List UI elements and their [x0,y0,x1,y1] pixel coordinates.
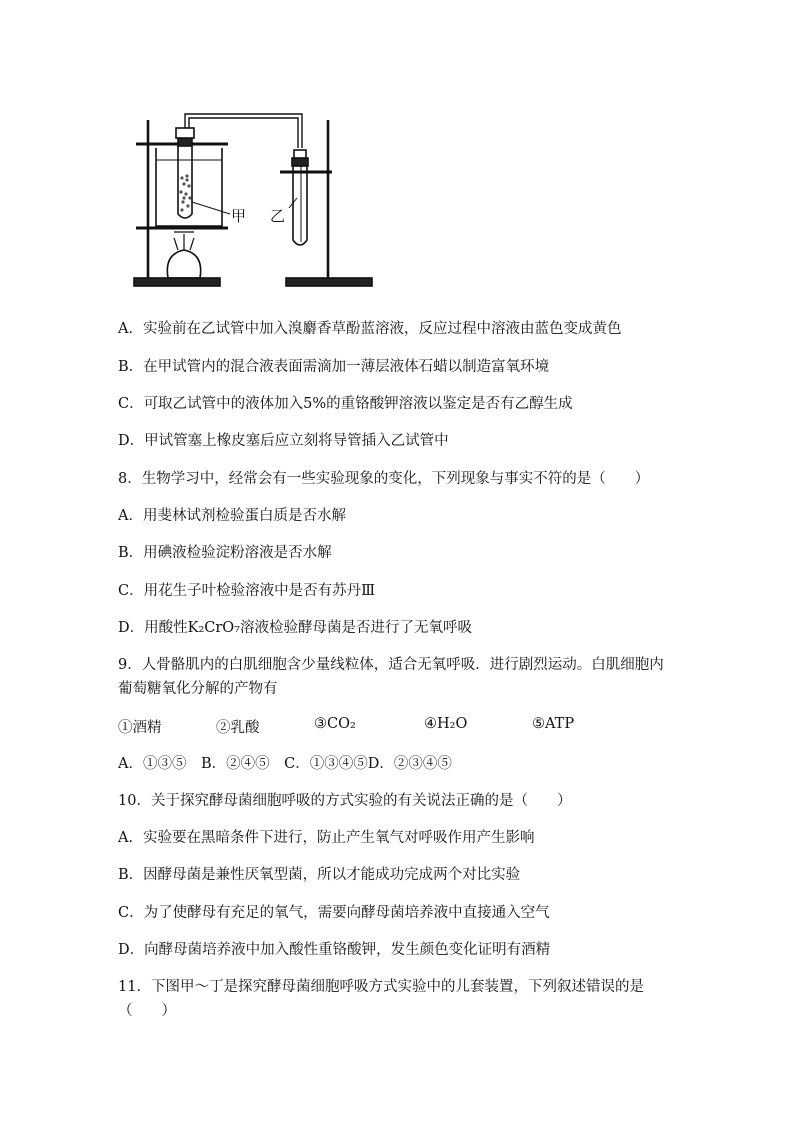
q7-option-d: D．甲试管塞上橡皮塞后应立刻将导管插入乙试管中 [118,433,449,449]
q9-item: ③CO₂ [314,716,356,732]
q8-option-a: A．用斐林试剂检验蛋白质是否水解 [118,508,346,524]
label-yi: 乙 [270,208,286,225]
q7-option-c: C．可取乙试管中的液体加入5%的重铬酸钾溶液以鉴定是否有乙醇生成 [118,396,573,412]
q11-stem-line2: （ ） [118,1003,176,1019]
q10-option-c: C．为了使酵母有充足的氧气，需要向酵母菌培养液中直接通入空气 [118,905,550,921]
q11-stem-line1: 11．下图甲～丁是探究酵母菌细胞呼吸方式实验中的儿套装置，下列叙述错误的是 [118,979,644,995]
q8-option-d: D．用酸性K₂CrO₇溶液检验酵母菌是否进行了无氧呼吸 [118,620,472,636]
q7-option-b: B．在甲试管内的混合液表面需滴加一薄层液体石蜡以制造富氧环境 [118,359,550,375]
q9-item: ②乳酸 [216,720,260,736]
q10-option-a: A．实验要在黑暗条件下进行，防止产生氧气对呼吸作用产生影响 [118,830,535,846]
q9-stem-line1: 9．人骨骼肌内的白肌细胞含少量线粒体，适合无氧呼吸．进行剧烈运动。白肌细胞内 [118,657,664,673]
apparatus-figure [118,104,388,300]
q8-option-c: C．用花生子叶检验溶液中是否有苏丹Ⅲ [118,583,376,599]
tube-jia-stopper [178,138,192,146]
q10-option-b: B．因酵母菌是兼性厌氧型菌，所以才能成功完成两个对比实验 [118,867,521,883]
yeast-dots [179,174,191,211]
q9-stem-line2: 葡萄糖氧化分解的产物有 [118,681,278,697]
q7-option-a: A．实验前在乙试管中加入溴麝香草酚蓝溶液，反应过程中溶液由蓝色变成黄色 [118,321,622,337]
q9-item: ⑤ATP [532,716,575,732]
q9-items [118,716,618,736]
q10-stem: 10．关于探究酵母菌细胞呼吸的方式实验的有关说法正确的是（ ） [118,793,572,809]
q9-item: ④H₂O [424,716,468,732]
q10-option-d: D．向酵母菌培养液中加入酸性重铬酸钾，发生颜色变化证明有酒精 [118,942,551,958]
q8-option-b: B．用碘液检验淀粉溶液是否水解 [118,545,332,561]
q9-item: ①酒精 [118,720,162,736]
q8-stem: 8．生物学习中，经常会有一些实验现象的变化，下列现象与事实不符的是（ ） [118,471,650,487]
q9-choices: A．①③⑤ B．②④⑤ C．①③④⑤D．②③④⑤ [118,756,452,772]
label-jia: 甲 [231,208,247,225]
tube-yi-stopper [292,158,308,166]
right-stand-base [286,278,372,286]
left-stand-base [134,278,220,286]
